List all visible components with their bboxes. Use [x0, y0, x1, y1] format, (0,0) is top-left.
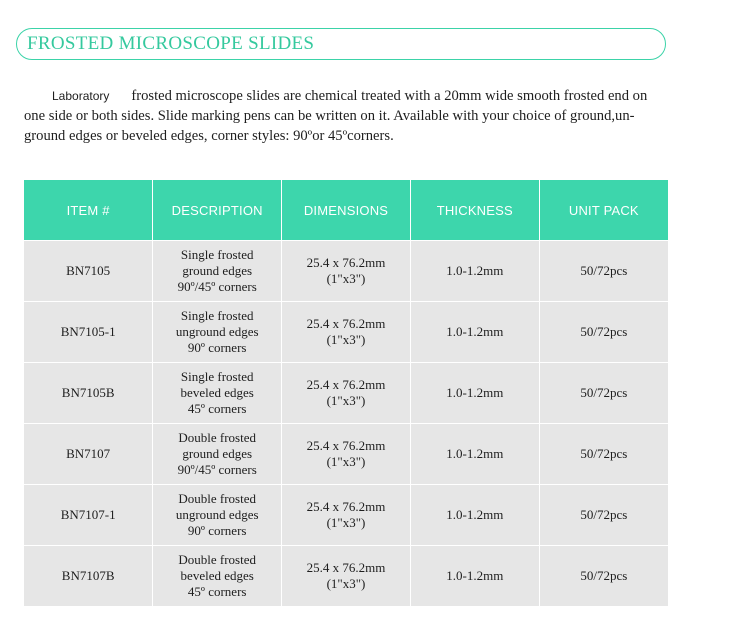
cell-dimensions-line: 25.4 x 76.2mm [306, 377, 386, 392]
cell-description [153, 424, 282, 485]
cell-dimensions-line: (1"x3") [326, 332, 366, 347]
cell-description [153, 241, 282, 302]
cell-description-line: unground edges [175, 324, 259, 339]
cell-description-line: ground edges [182, 446, 253, 461]
header-thickness: THICKNESS [410, 180, 539, 241]
cell-item: BN7105-1 [24, 302, 153, 363]
table-row [24, 485, 668, 546]
cell-unit-pack: 50/72pcs [539, 485, 668, 546]
cell-description-line: 45º corners [187, 584, 247, 599]
cell-dimensions-line: (1"x3") [326, 454, 366, 469]
cell-thickness: 1.0-1.2mm [410, 363, 539, 424]
cell-description [153, 546, 282, 607]
cell-dimensions [282, 485, 411, 546]
cell-description-line: Single frosted [180, 369, 254, 384]
cell-description [153, 363, 282, 424]
cell-description-line: Single frosted [180, 247, 254, 262]
cell-description-line: Double frosted [178, 430, 256, 445]
cell-description-line: beveled edges [180, 385, 254, 400]
intro-text: frosted microscope slides are chemical treated with a 20mm wide smooth frosted end on one side or both sides. Slide marking pens can be written on it. Available with your choice of ground,un-ground edges or beveled edges, corner styles: 90ºor 45ºcorners. [24, 88, 648, 144]
cell-description-line: 45º corners [187, 401, 247, 416]
cell-item: BN7107 [24, 424, 153, 485]
cell-dimensions-line: 25.4 x 76.2mm [306, 560, 386, 575]
cell-unit-pack: 50/72pcs [539, 241, 668, 302]
cell-unit-pack: 50/72pcs [539, 363, 668, 424]
cell-dimensions [282, 241, 411, 302]
cell-unit-pack: 50/72pcs [539, 302, 668, 363]
header-item: ITEM # [24, 180, 153, 241]
cell-item: BN7107B [24, 546, 153, 607]
cell-thickness: 1.0-1.2mm [410, 485, 539, 546]
cell-item: BN7107-1 [24, 485, 153, 546]
cell-description-line: 90º corners [187, 523, 247, 538]
cell-dimensions-line: 25.4 x 76.2mm [306, 499, 386, 514]
intro-lead: Laboratory [52, 89, 110, 103]
page-title: FROSTED MICROSCOPE SLIDES [27, 33, 315, 54]
cell-dimensions-line: (1"x3") [326, 271, 366, 286]
cell-description-line: 90º/45º corners [177, 462, 257, 477]
title-banner [16, 28, 666, 60]
header-description: DESCRIPTION [153, 180, 282, 241]
cell-description-line: Double frosted [178, 491, 256, 506]
cell-dimensions-line: 25.4 x 76.2mm [306, 316, 386, 331]
header-dimensions: DIMENSIONS [282, 180, 411, 241]
cell-item: BN7105B [24, 363, 153, 424]
intro-paragraph [24, 86, 670, 146]
cell-dimensions [282, 424, 411, 485]
cell-description-line: 90º corners [187, 340, 247, 355]
cell-dimensions-line: 25.4 x 76.2mm [306, 255, 386, 270]
cell-description-line: Double frosted [178, 552, 256, 567]
cell-dimensions-line: (1"x3") [326, 393, 366, 408]
product-table [24, 180, 668, 606]
cell-description-line: beveled edges [180, 568, 254, 583]
cell-item: BN7105 [24, 241, 153, 302]
cell-description-line: Single frosted [180, 308, 254, 323]
cell-description-line: unground edges [175, 507, 259, 522]
table-body [24, 241, 668, 607]
cell-thickness: 1.0-1.2mm [410, 424, 539, 485]
table-row [24, 241, 668, 302]
cell-thickness: 1.0-1.2mm [410, 546, 539, 607]
cell-description [153, 485, 282, 546]
cell-description-line: 90º/45º corners [177, 279, 257, 294]
table-row [24, 546, 668, 607]
table-row [24, 363, 668, 424]
table-header-row [24, 180, 668, 241]
cell-dimensions [282, 363, 411, 424]
cell-description [153, 302, 282, 363]
cell-dimensions-line: (1"x3") [326, 576, 366, 591]
cell-unit-pack: 50/72pcs [539, 546, 668, 607]
cell-thickness: 1.0-1.2mm [410, 241, 539, 302]
cell-dimensions-line: 25.4 x 76.2mm [306, 438, 386, 453]
cell-thickness: 1.0-1.2mm [410, 302, 539, 363]
table-row [24, 302, 668, 363]
cell-description-line: ground edges [182, 263, 253, 278]
cell-dimensions [282, 302, 411, 363]
cell-dimensions [282, 546, 411, 607]
table-row [24, 424, 668, 485]
cell-unit-pack: 50/72pcs [539, 424, 668, 485]
cell-dimensions-line: (1"x3") [326, 515, 366, 530]
header-unit-pack: UNIT PACK [539, 180, 668, 241]
